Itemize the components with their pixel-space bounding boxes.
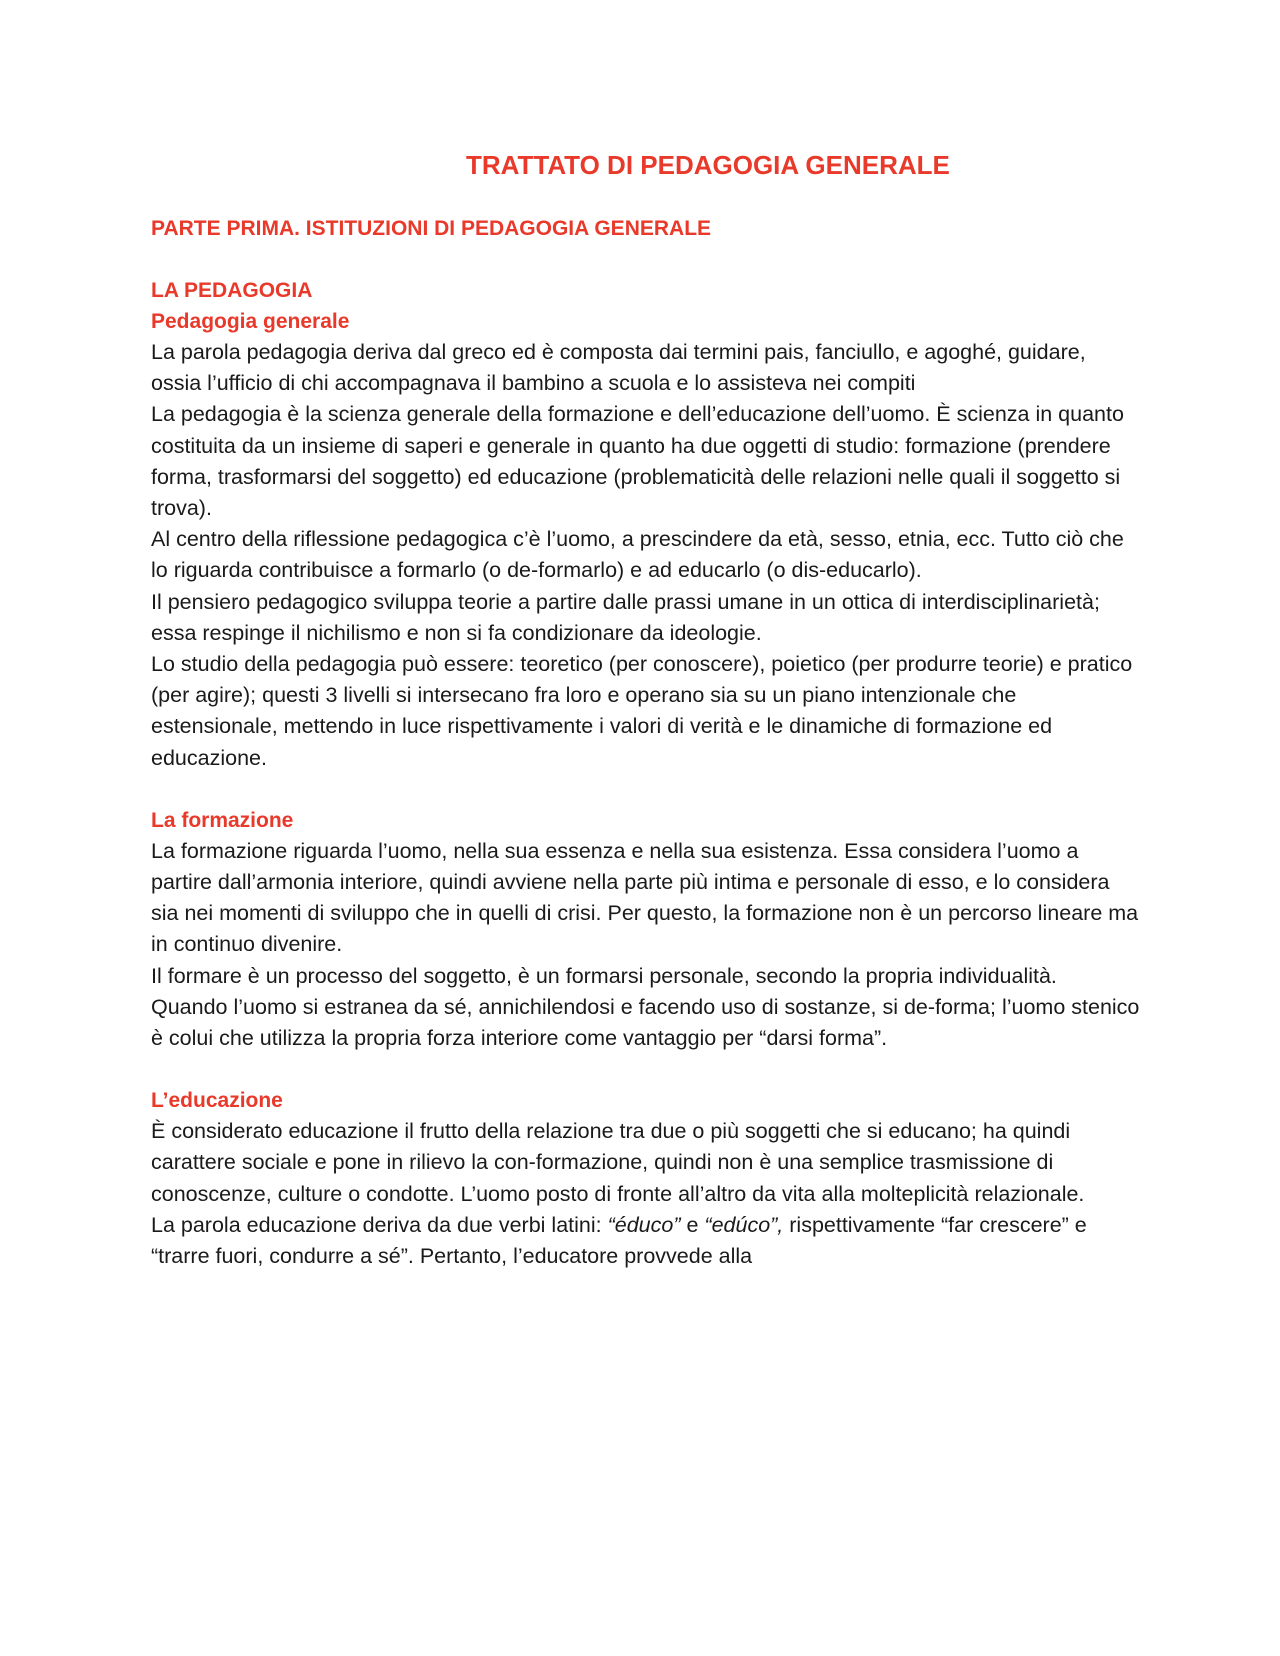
latin-term: “éduco” bbox=[607, 1212, 681, 1237]
paragraph-spacer bbox=[151, 1054, 1141, 1085]
paragraph: La formazione riguarda l’uomo, nella sua essenza e nella sua esistenza. Essa considera l’uomo a partire dall’armonia interiore, quindi avviene nella parte più intima e personale di esso, e lo considera sia nei momenti di sviluppo che in quelli di crisi. Per questo, la formazione non è un percorso lineare ma in continuo divenire. bbox=[151, 838, 1139, 957]
paragraph: Il formare è un processo del soggetto, è un formarsi personale, secondo la propria individualità. bbox=[151, 963, 1057, 988]
paragraph-with-terms bbox=[151, 1210, 1141, 1272]
section-title: LA PEDAGOGIA bbox=[151, 279, 313, 302]
paragraph: Lo studio della pedagogia può essere: teoretico (per conoscere), poietico (per produrre teorie) e pratico (per agire); questi 3 livelli si intersecano fra loro e operano sia su un piano intenzionale che estensionale, mettendo in luce rispettivamente i valori di verità e le dinamiche di formazione ed educazione. bbox=[151, 652, 1133, 770]
section-educazione bbox=[151, 1085, 1141, 1272]
section-la-formazione bbox=[151, 805, 1141, 1054]
document-title: TRATTATO DI PEDAGOGIA GENERALE bbox=[466, 150, 950, 180]
paragraph: Al centro della riflessione pedagogica c’è l’uomo, a prescindere da età, sesso, etnia, ecc. Tutto ciò che lo riguarda contribuisce a formarlo (o de-formarlo) e ad educarlo (o dis-educarlo). bbox=[151, 527, 1124, 583]
paragraph: È considerato educazione il frutto della relazione tra due o più soggetti che si educano; ha quindi carattere sociale e pone in rilievo la con-formazione, quindi non è una semplice trasmissione di conoscenze, culture o condotte. L’uomo posto di fronte all’altro da vita alla molteplicità relazionale. bbox=[151, 1119, 1085, 1206]
paragraph-spacer bbox=[151, 774, 1141, 805]
paragraph-text: La parola educazione deriva da due verbi latini: bbox=[151, 1212, 608, 1237]
paragraph: La pedagogia è la scienza generale della formazione e dell’educazione dell’uomo. È scienza in quanto costituita da un insieme di saperi e generale in quanto ha due oggetti di studio: formazione (prendere forma, trasformarsi del soggetto) ed educazione (problematicità delle relazioni nelle quali il soggetto si trova). bbox=[151, 402, 1124, 521]
paragraph: Il pensiero pedagogico sviluppa teorie a partire dalle prassi umane in un ottica di interdisciplinarietà; essa respinge il nichilismo e non si fa condizionare da ideologie. bbox=[151, 589, 1100, 645]
document-body bbox=[151, 213, 1141, 1272]
subsection-heading: L’educazione bbox=[151, 1089, 283, 1113]
latin-term: “edúco”, bbox=[704, 1212, 784, 1237]
part-title: PARTE PRIMA. ISTITUZIONI DI PEDAGOGIA GENERALE bbox=[151, 217, 712, 240]
subsection-heading: Pedagogia generale bbox=[151, 310, 350, 333]
subsection-heading: La formazione bbox=[151, 808, 294, 832]
paragraph: Quando l’uomo si estranea da sé, annichilendosi e facendo uso di sostanze, si de-forma; l’uomo stenico è colui che utilizza la propria forza interiore come vantaggio per “darsi forma”. bbox=[151, 994, 1140, 1051]
paragraph-text: e bbox=[680, 1212, 705, 1237]
paragraph: La parola pedagogia deriva dal greco ed è composta dai termini pais, fanciullo, e agoghé, guidare, ossia l’ufficio di chi accompagnava il bambino a scuola e lo assisteva nei compiti bbox=[151, 340, 1086, 396]
paragraph-text: rispettivamente “far crescere” e “trarre fuori, condurre a sé”. Pertanto, l’educatore provvede alla bbox=[151, 1212, 1087, 1269]
section-pedagogia-generale bbox=[151, 306, 1141, 774]
